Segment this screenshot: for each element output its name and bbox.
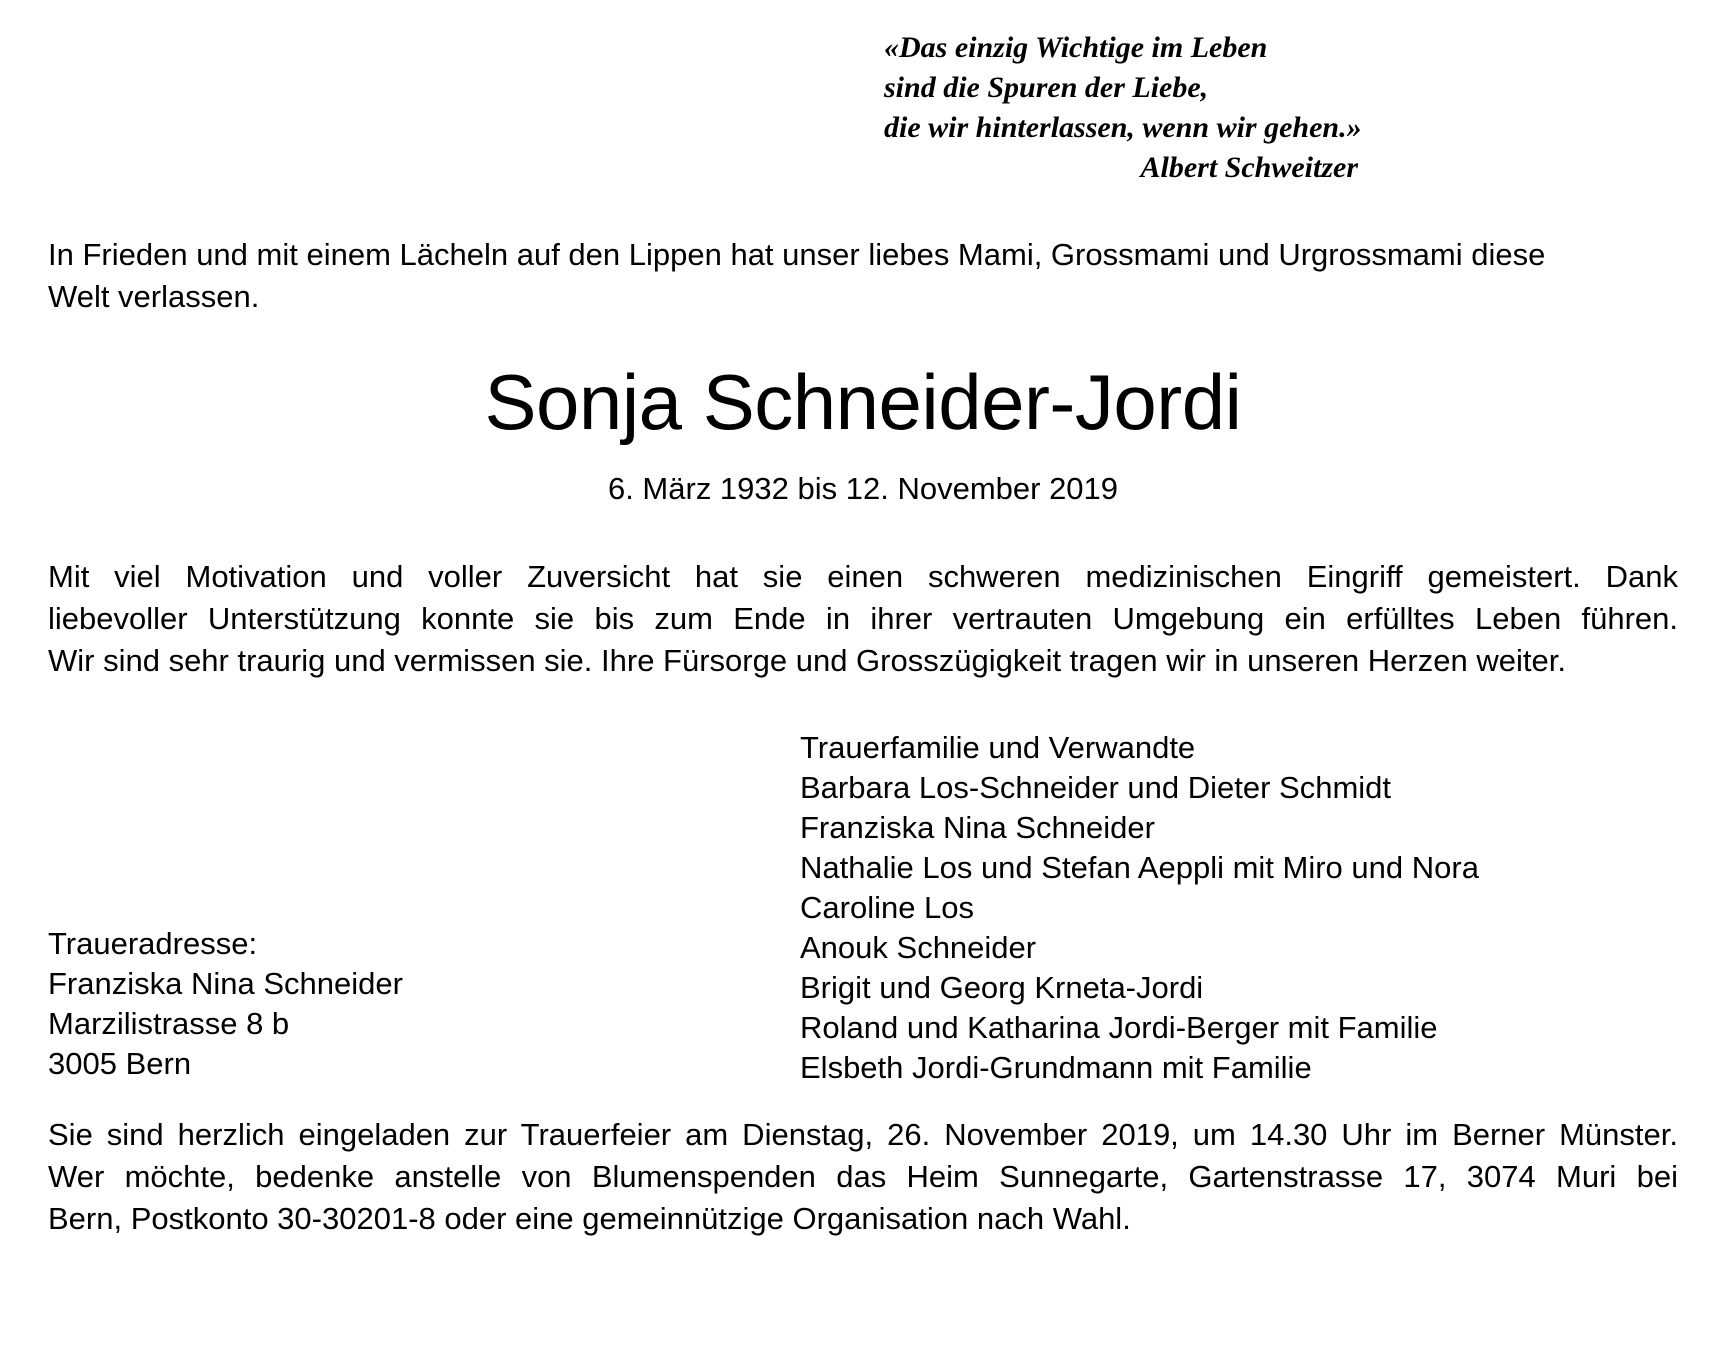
obituary-content bbox=[48, 28, 1678, 1240]
quote-line-2: sind die Spuren der Liebe, bbox=[884, 71, 1209, 104]
funeral-line-2: Wer möchte, bedenke anstelle von Blumenspenden das Heim Sunnegarte, Gartenstrasse 17, 3074 Muri bei bbox=[48, 1159, 1678, 1194]
funeral-line-1: Sie sind herzlich eingeladen zur Trauerfeier am Dienstag, 26. November 2019, um 14.30 Uhr im Berner Münster. bbox=[48, 1117, 1678, 1152]
memorial-line-1: Mit viel Motivation und voller Zuversicht hat sie einen schweren medizinischen Eingriff gemeistert. Dank bbox=[48, 559, 1678, 594]
quote-line-1: «Das einzig Wichtige im Leben bbox=[884, 31, 1268, 64]
family-member: Caroline Los bbox=[800, 890, 975, 925]
mourning-address-name: Franziska Nina Schneider bbox=[48, 966, 403, 1001]
mourning-address-city: 3005 Bern bbox=[48, 1046, 192, 1081]
funeral-details bbox=[48, 1114, 1678, 1240]
family-member: Barbara Los-Schneider und Dieter Schmidt bbox=[800, 770, 1392, 805]
quote-line-3: die wir hinterlassen, wenn wir gehen.» bbox=[884, 111, 1362, 144]
family-member: Brigit und Georg Krneta-Jordi bbox=[800, 970, 1204, 1005]
signature-columns bbox=[48, 728, 1678, 1098]
funeral-line-3: Bern, Postkonto 30-30201-8 oder eine gemeinnützige Organisation nach Wahl. bbox=[48, 1201, 1131, 1236]
memorial-line-2: liebevoller Unterstützung konnte sie bis zum Ende in ihrer vertrauten Umgebung ein erfülltes Leben führen. bbox=[48, 601, 1678, 636]
quote-author: Albert Schweitzer bbox=[1140, 151, 1358, 184]
family-block bbox=[800, 728, 1680, 1088]
memorial-line-3: Wir sind sehr traurig und vermissen sie. Ihre Fürsorge und Grosszügigkeit tragen wir in unseren Herzen weiter. bbox=[48, 643, 1566, 678]
intro-line-1: In Frieden und mit einem Lächeln auf den Lippen hat unser liebes Mami, Grossmami und Urgrossmami diese bbox=[48, 237, 1546, 272]
mourning-address-street: Marzilistrasse 8 b bbox=[48, 1006, 290, 1041]
intro-paragraph bbox=[48, 234, 1678, 318]
mourning-address-block bbox=[48, 924, 748, 1084]
mourning-address-label: Traueradresse: bbox=[48, 926, 258, 961]
family-member: Franziska Nina Schneider bbox=[800, 810, 1155, 845]
memorial-text bbox=[48, 556, 1678, 682]
deceased-name: Sonja Schneider-Jordi bbox=[484, 358, 1242, 446]
quotation bbox=[884, 28, 1644, 148]
deceased-dates: 6. März 1932 bis 12. November 2019 bbox=[607, 471, 1119, 506]
family-member: Anouk Schneider bbox=[800, 930, 1037, 965]
family-heading: Trauerfamilie und Verwandte bbox=[800, 730, 1196, 765]
family-member: Roland und Katharina Jordi-Berger mit Familie bbox=[800, 1010, 1438, 1045]
intro-line-2: Welt verlassen. bbox=[48, 279, 260, 314]
family-member: Nathalie Los und Stefan Aeppli mit Miro und Nora bbox=[800, 850, 1479, 885]
family-member: Elsbeth Jordi-Grundmann mit Familie bbox=[800, 1050, 1312, 1085]
